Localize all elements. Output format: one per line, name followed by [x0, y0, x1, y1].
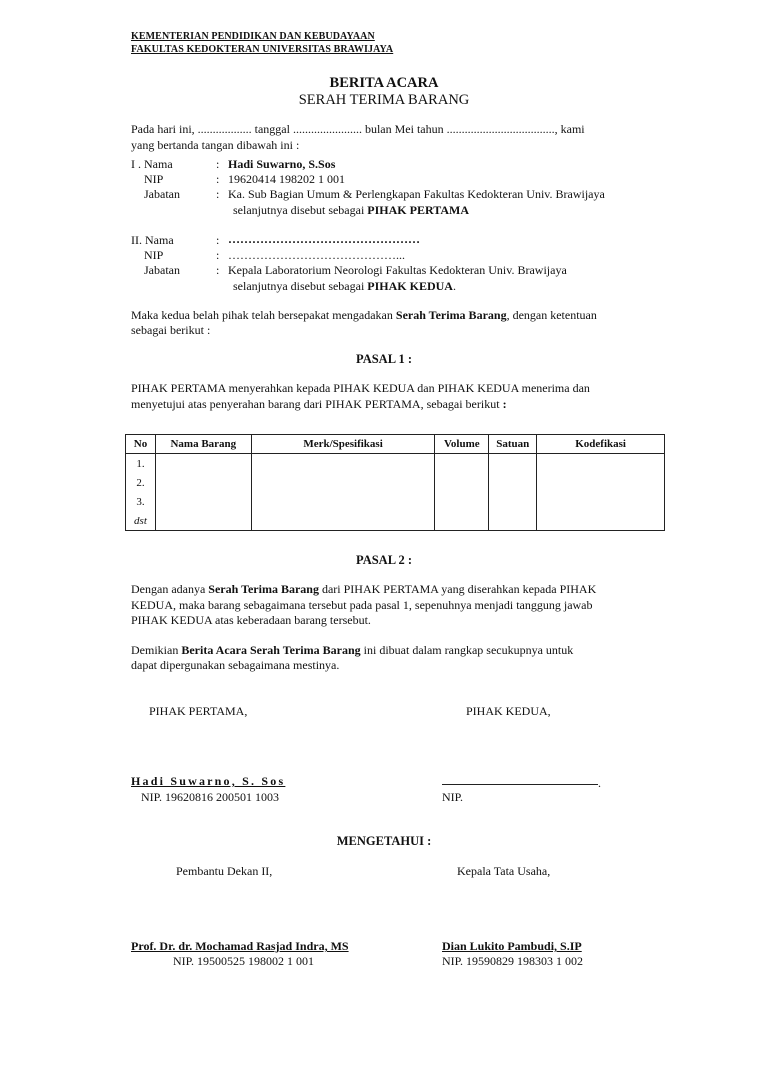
left-party-nip: NIP. 19620816 200501 1003: [141, 790, 280, 804]
table-row: [126, 511, 665, 531]
colon: :: [216, 157, 220, 171]
designation-prefix: selanjutnya disebut sebagai: [233, 279, 368, 293]
faculty-header: FAKULTAS KEDOKTERAN UNIVERSITAS BRAWIJAYA: [131, 44, 394, 55]
table-cell: [251, 511, 435, 531]
party2-jabatan: Kepala Laboratorium Neorologi Fakultas Kedokteran Univ. Brawijaya: [228, 263, 567, 277]
table-cell: [489, 454, 537, 474]
items-table: [125, 434, 665, 531]
colon: :: [216, 248, 220, 262]
party2-nip-blank: ……………………………………...: [228, 248, 405, 262]
document-title: BERITA ACARA: [329, 75, 439, 91]
col-header-no: No: [126, 435, 156, 454]
table-cell: [537, 511, 665, 531]
party2-designation: PIHAK KEDUA: [367, 279, 453, 293]
party2-name-blank: …………………………………………: [228, 232, 420, 246]
party1-designation-line: [233, 203, 469, 218]
opening-line-1: Pada hari ini, .................. tanggal ....................... bulan Mei tahun ...................................., kami: [131, 122, 585, 136]
ack-right-name: Dian Lukito Pambudi, S.IP: [442, 939, 582, 953]
designation-suffix: .: [452, 279, 456, 293]
party1-jabatan: Ka. Sub Bagian Umum & Perlengkapan Fakultas Kedokteran Univ. Brawijaya: [228, 187, 605, 201]
row-number: 2.: [126, 473, 156, 492]
table-cell: [155, 454, 251, 474]
colon: :: [216, 263, 220, 277]
col-header-kodefikasi: Kodefikasi: [537, 435, 665, 454]
party1-name-label: I . Nama: [131, 157, 173, 171]
right-party-nip: NIP.: [442, 790, 464, 804]
party1-jabatan-label: Jabatan: [144, 187, 180, 201]
table-header-row: [126, 435, 665, 454]
pasal2-p2-line-2: dapat dipergunakan sebagaimana mestinya.: [131, 658, 340, 672]
right-party-signature-line: [442, 784, 598, 785]
party1-name: Hadi Suwarno, S.Sos: [228, 157, 336, 171]
pasal2-p1-line-2: KEDUA, maka barang sebagaimana tersebut pada pasal 1, sepenuhnya menjadi tanggung jawab: [131, 598, 593, 612]
pasal2-p1-line-1: [131, 582, 596, 597]
agreement-text: , dengan ketentuan: [506, 308, 597, 322]
pasal2-bold: Serah Terima Barang: [208, 582, 319, 596]
table-cell: [251, 454, 435, 474]
table-cell: [155, 492, 251, 511]
table-cell: [251, 473, 435, 492]
colon: :: [216, 172, 220, 186]
table-cell: [155, 473, 251, 492]
left-party-signatory-name: Hadi Suwarno, S. Sos: [131, 774, 286, 788]
agreement-line-1: [131, 308, 597, 323]
table-cell: [537, 454, 665, 474]
table-row: [126, 473, 665, 492]
row-number: dst: [126, 511, 156, 531]
pasal2-text: ini dibuat dalam rangkap secukupnya untuk: [360, 643, 574, 657]
table-cell: [251, 492, 435, 511]
table-cell: [435, 473, 489, 492]
agreement-bold: Serah Terima Barang: [395, 308, 507, 322]
party1-nip-label: NIP: [144, 172, 164, 186]
ack-right-role: Kepala Tata Usaha,: [457, 864, 551, 878]
ack-left-name: Prof. Dr. dr. Mochamad Rasjad Indra, MS: [131, 939, 349, 953]
pasal1-line-2: [131, 397, 507, 412]
left-party-role: PIHAK PERTAMA,: [149, 704, 248, 718]
col-header-merk: Merk/Spesifikasi: [251, 435, 435, 454]
pasal1-bold: :: [502, 397, 507, 411]
pasal2-p2-line-1: [131, 643, 573, 658]
pasal2-text: Demikian: [131, 643, 182, 657]
pasal1-heading: PASAL 1 :: [355, 352, 413, 366]
table-cell: [537, 473, 665, 492]
opening-line-2: yang bertanda tangan dibawah ini :: [131, 138, 300, 152]
colon: :: [216, 187, 220, 201]
agreement-text: Maka kedua belah pihak telah bersepakat mengadakan: [131, 308, 396, 322]
table-cell: [537, 492, 665, 511]
col-header-nama-barang: Nama Barang: [155, 435, 251, 454]
pasal2-heading: PASAL 2 :: [355, 553, 413, 567]
table-cell: [489, 511, 537, 531]
pasal2-text: dari PIHAK PERTAMA yang diserahkan kepada PIHAK: [318, 582, 597, 596]
agreement-line-2: sebagai berikut :: [131, 323, 211, 337]
document-subtitle: SERAH TERIMA BARANG: [298, 92, 470, 108]
party2-designation-line: [233, 279, 456, 294]
right-party-role: PIHAK KEDUA,: [466, 704, 551, 718]
col-header-satuan: Satuan: [489, 435, 537, 454]
table-cell: [155, 511, 251, 531]
table-row: [126, 454, 665, 474]
table-cell: [435, 454, 489, 474]
colon: :: [216, 233, 220, 247]
ack-left-role: Pembantu Dekan II,: [176, 864, 273, 878]
pasal1-line-1: PIHAK PERTAMA menyerahkan kepada PIHAK KEDUA dan PIHAK KEDUA menerima dan: [131, 381, 590, 395]
party2-jabatan-label: Jabatan: [144, 263, 180, 277]
pasal2-bold: Berita Acara Serah Terima Barang: [181, 643, 361, 657]
party2-nip-label: NIP: [144, 248, 164, 262]
table-row: [126, 492, 665, 511]
row-number: 3.: [126, 492, 156, 511]
row-number: 1.: [126, 454, 156, 474]
table-cell: [489, 473, 537, 492]
ack-left-nip: NIP. 19500525 198002 1 001: [173, 954, 315, 968]
party1-nip: 19620414 198202 1 001: [228, 172, 345, 186]
table-cell: [435, 492, 489, 511]
table-cell: [489, 492, 537, 511]
acknowledge-heading: MENGETAHUI :: [336, 834, 432, 848]
table-cell: [435, 511, 489, 531]
party2-name-label: II. Nama: [131, 233, 174, 247]
designation-prefix: selanjutnya disebut sebagai: [233, 203, 368, 217]
signature-line-dot: .: [598, 776, 601, 790]
col-header-volume: Volume: [435, 435, 489, 454]
ack-right-nip: NIP. 19590829 198303 1 002: [442, 954, 584, 968]
party1-designation: PIHAK PERTAMA: [367, 203, 469, 217]
ministry-header: KEMENTERIAN PENDIDIKAN DAN KEBUDAYAAN: [131, 31, 375, 42]
pasal1-text: menyetujui atas penyerahan barang dari PIHAK PERTAMA, sebagai berikut: [131, 397, 503, 411]
pasal2-p1-line-3: PIHAK KEDUA atas keberadaan barang tersebut.: [131, 613, 371, 627]
pasal2-text: Dengan adanya: [131, 582, 209, 596]
